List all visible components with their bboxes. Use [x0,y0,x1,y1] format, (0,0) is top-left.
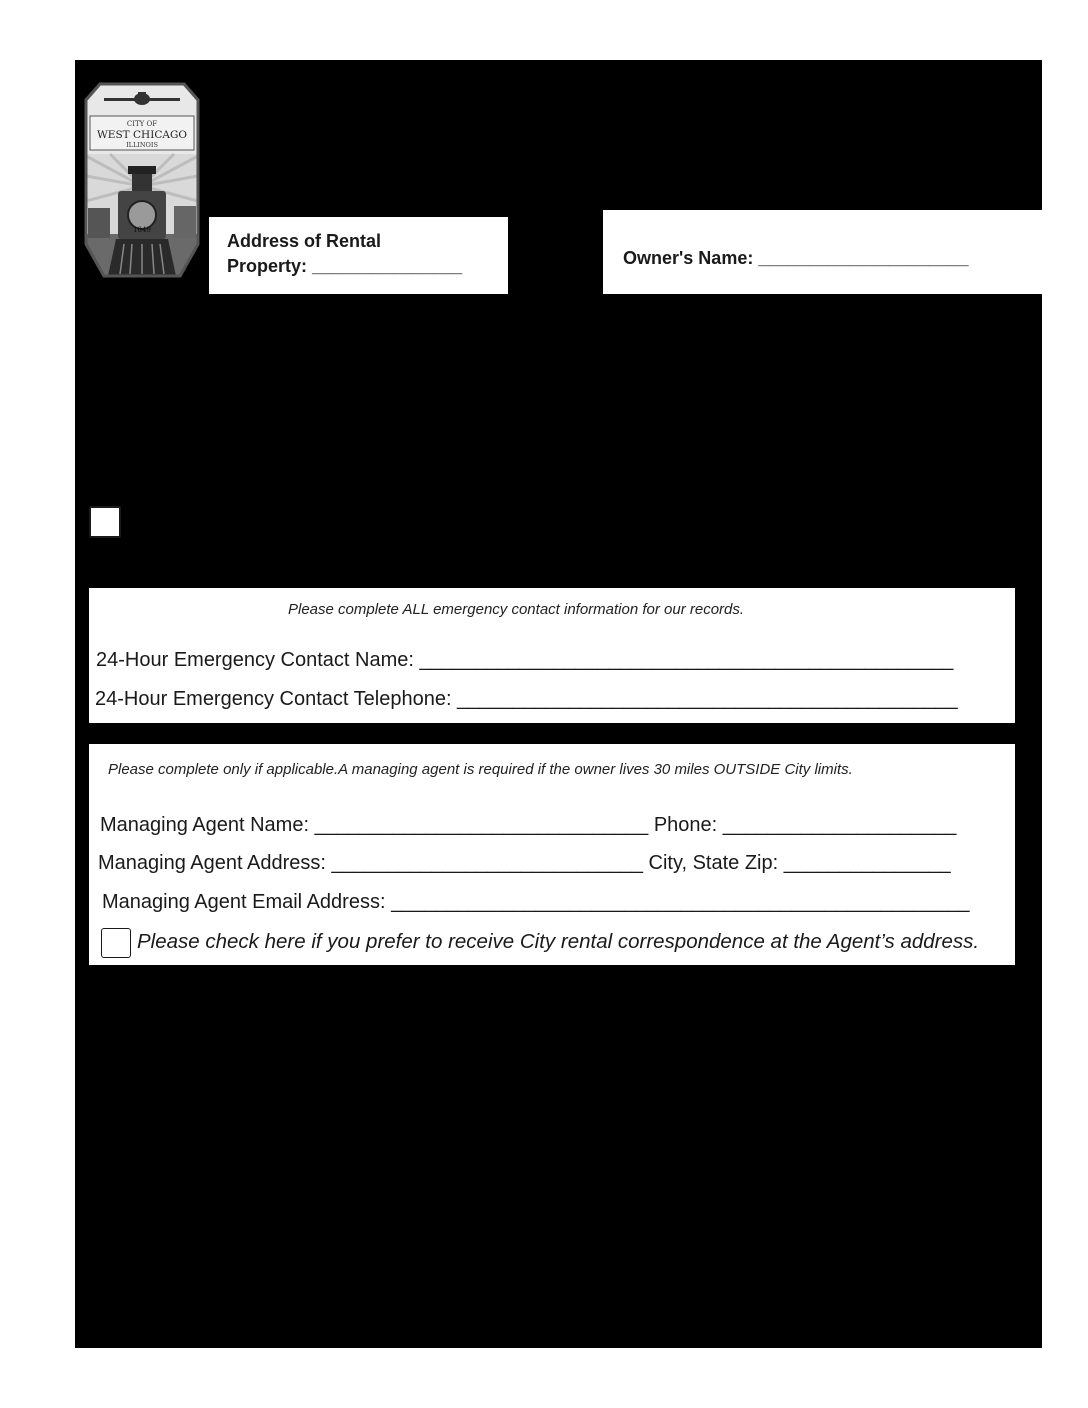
managing-agent-section [89,744,1015,965]
svg-text:1849: 1849 [133,226,151,234]
checkbox[interactable] [89,506,121,538]
city-logo [80,76,204,282]
emergency-contact-section [89,588,1015,723]
agent-note: Please complete only if applicable.A managing agent is required if the owner lives 30 miles OUTSIDE City limits. [108,761,853,778]
rental-address-label: Address of Rental [227,231,382,251]
svg-text:CITY OF: CITY OF [126,120,158,128]
rental-address-field[interactable] [209,217,508,294]
svg-text:WEST CHICAGO: WEST CHICAGO [97,129,187,141]
agent-address-field[interactable]: Managing Agent Address: ____________________________ City, State Zip: _______________ [98,852,951,874]
owner-name-label: Owner's Name: _____________________ [623,248,969,268]
owner-name-field[interactable] [603,210,1042,294]
emergency-contact-phone-field[interactable]: 24-Hour Emergency Contact Telephone: _____________________________________________ [95,688,958,710]
rental-address-label-line2: Property: _______________ [227,256,463,276]
emergency-contact-name-field[interactable]: 24-Hour Emergency Contact Name: ________________________________________________ [96,649,954,671]
svg-text:ILLINOIS: ILLINOIS [126,141,158,149]
agent-correspondence-checkbox[interactable] [101,928,131,958]
agent-email-field[interactable]: Managing Agent Email Address: ____________________________________________________ [102,891,970,913]
emergency-note: Please complete ALL emergency contact information for our records. [288,601,745,618]
agent-name-phone-field[interactable]: Managing Agent Name: ______________________________ Phone: _____________________ [100,814,957,836]
agent-correspondence-label: Please check here if you prefer to receive City rental correspondence at the Agent’s address. [137,930,980,953]
